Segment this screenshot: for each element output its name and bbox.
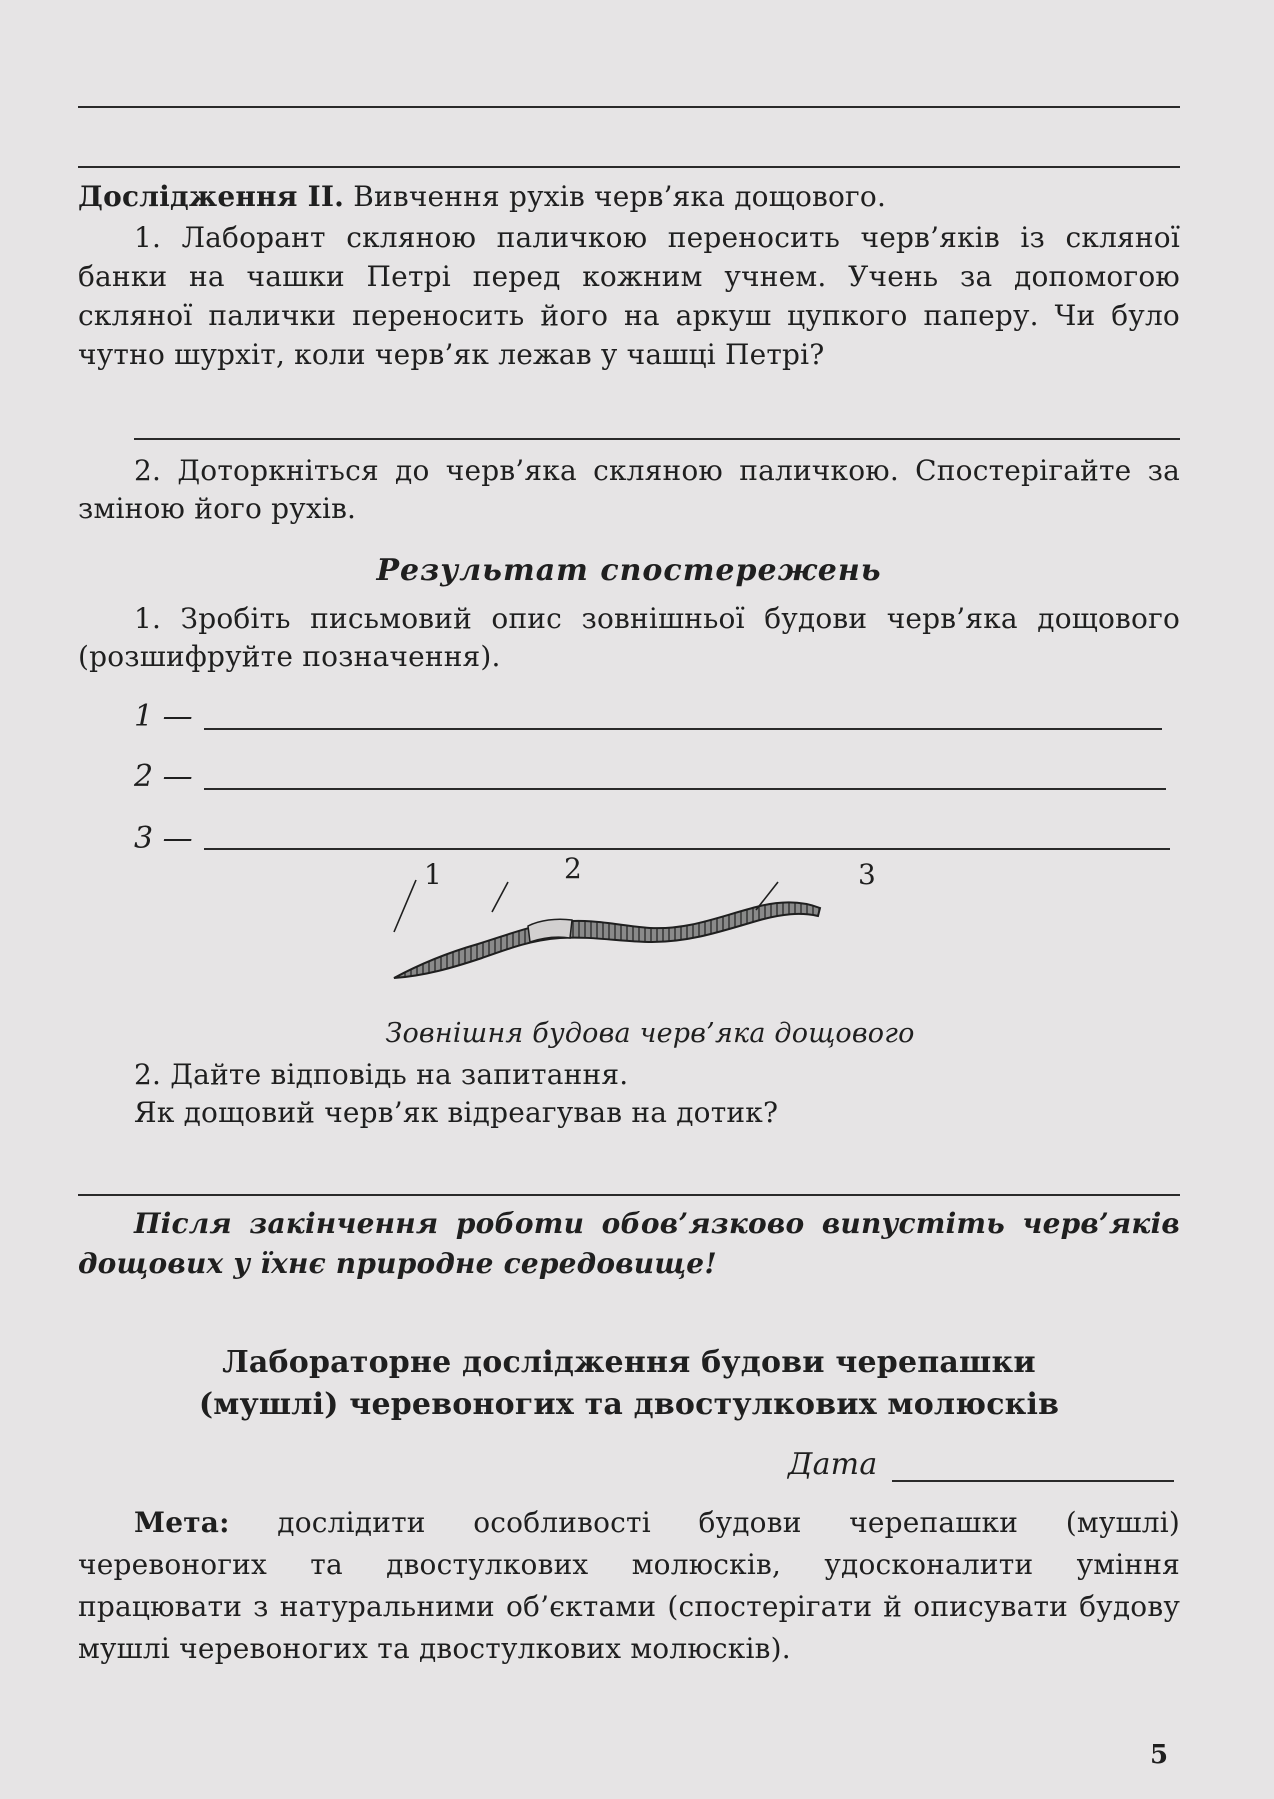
answer-line-1[interactable] (204, 728, 1162, 730)
earthworm-figure (380, 852, 880, 990)
lab-goal (78, 1502, 1180, 1670)
goal-text: дослідити особливості будови черепашки (мушлі) черевоногих та двостулкових молюсків, удосконалити уміння працювати з натуральними об’єктами (спостерігати й описувати будову мушлі черевоногих та двостулкових молюсків). (78, 1506, 1180, 1665)
figure-label-2: 2 (564, 852, 582, 885)
answer-label-3: 3 — (134, 821, 193, 856)
answer-label-1: 1 — (134, 699, 193, 734)
goal-label: Мета: (134, 1506, 230, 1539)
earthworm-body (394, 902, 820, 978)
answer-line[interactable] (78, 1194, 1180, 1196)
label-pointer-2 (492, 882, 508, 912)
release-note: Після закінчення роботи обов’язково випустіть черв’яків дощових у їхнє природне середовище! (78, 1207, 1180, 1280)
figure-label-1: 1 (424, 858, 442, 891)
earthworm-illustration (380, 860, 880, 990)
answer-label-2: 2 — (134, 759, 193, 794)
lab-title-line-1: Лабораторне дослідження будови черепашки (222, 1345, 1036, 1380)
page-number: 5 (1150, 1740, 1169, 1770)
study-step-1: 1. Лаборант скляною паличкою переносить черв’яків із скляної банки на чашки Петрі перед кожним учнем. Учень за допомогою скляної палички переносить його на аркуш цупкого паперу. Чи було чутно шурхіт, коли черв’як лежав у чашці Петрі? (78, 221, 1180, 371)
date-field[interactable] (892, 1480, 1174, 1482)
study-heading (78, 178, 1188, 216)
label-pointer-1 (394, 880, 416, 932)
answer-line-2[interactable] (204, 788, 1166, 790)
answer-line[interactable] (134, 438, 1180, 440)
study-heading-label: Дослідження ІІ. (78, 180, 345, 213)
results-title: Результат спостережень (376, 553, 882, 588)
answer-line-3[interactable] (204, 848, 1170, 850)
date-label: Дата (788, 1447, 878, 1482)
results-task-1: 1. Зробіть письмовий опис зовнішньої будови черв’яка дощового (розшифруйте позначення). (78, 602, 1180, 673)
results-question: Як дощовий черв’як відреагував на дотик? (134, 1096, 779, 1129)
figure-caption: Зовнішня будова черв’яка дощового (385, 1018, 915, 1049)
figure-label-3: 3 (858, 858, 876, 891)
study-step-2: 2. Доторкніться до черв’яка скляною паличкою. Спостерігайте за зміною його рухів. (78, 454, 1180, 525)
study-heading-title: Вивчення рухів черв’яка дощового. (344, 180, 887, 213)
answer-line[interactable] (78, 106, 1180, 108)
results-task-2: 2. Дайте відповідь на запитання. (134, 1058, 629, 1091)
answer-line[interactable] (78, 166, 1180, 168)
lab-title-line-2: (мушлі) черевоногих та двостулкових молюсків (198, 1387, 1060, 1422)
